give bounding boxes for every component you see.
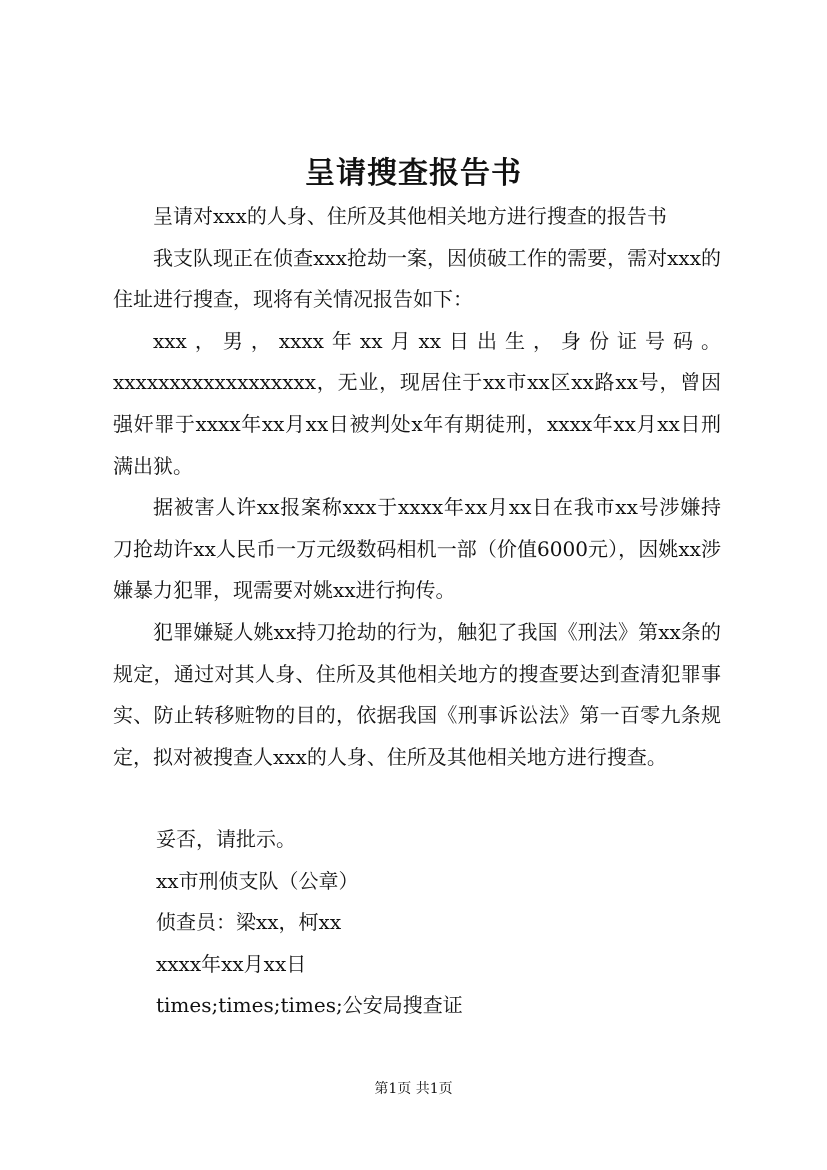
paragraph-subject: 呈请对xxx的人身、住所及其他相关地方进行搜查的报告书 — [153, 204, 667, 228]
paragraph-intro: 我支队现正在侦查xxx抢劫一案，因侦破工作的需要，需对xxx的住址进行搜查，现将有关情况报告如下： — [113, 245, 721, 312]
paragraph-case-report: 据被害人许xx报案称xxx于xxxx年xx月xx日在我市xx号涉嫌持刀抢劫许xx人民币一万元级数码相机一部（价值6000元），因姚xx涉嫌暴力犯罪，现需要对姚xx进行拘传。 — [113, 495, 721, 603]
paragraph-legal-basis: 犯罪嫌疑人姚xx持刀抢劫的行为，触犯了我国《刑法》第xx条的规定，通过对其人身、住所及其他相关地方的搜查要达到查清犯罪事实、防止转移赃物的目的，依据我国《刑事诉讼法》第一百零九条规定，拟对被搜查人xxx的人身、住所及其他相关地方进行搜查。 — [113, 619, 721, 769]
page-footer: 第1页 共1页 — [374, 1081, 453, 1097]
signoff-note: times;times;times;公安局搜查证 — [156, 993, 463, 1017]
signoff-unit: xx市刑侦支队（公章） — [156, 869, 359, 893]
approval-request: 妥否，请批示。 — [156, 827, 296, 851]
document-body — [113, 196, 721, 778]
paragraph-suspect-info: xxx，男，xxxx年xx月xx日出生，身份证号码。xxxxxxxxxxxxxxxxxx，无业，现居住于xx市xx区xx路xx号，曾因强奸罪于xxxx年xx月xx日被判处x年有期徒刑，xxxx年xx月xx日刑满出狱。 — [113, 328, 721, 478]
document-title: 呈请搜查报告书 — [305, 156, 522, 191]
signoff-investigators: 侦查员：梁xx，柯xx — [156, 910, 342, 934]
signoff-date: xxxx年xx月xx日 — [156, 952, 307, 976]
